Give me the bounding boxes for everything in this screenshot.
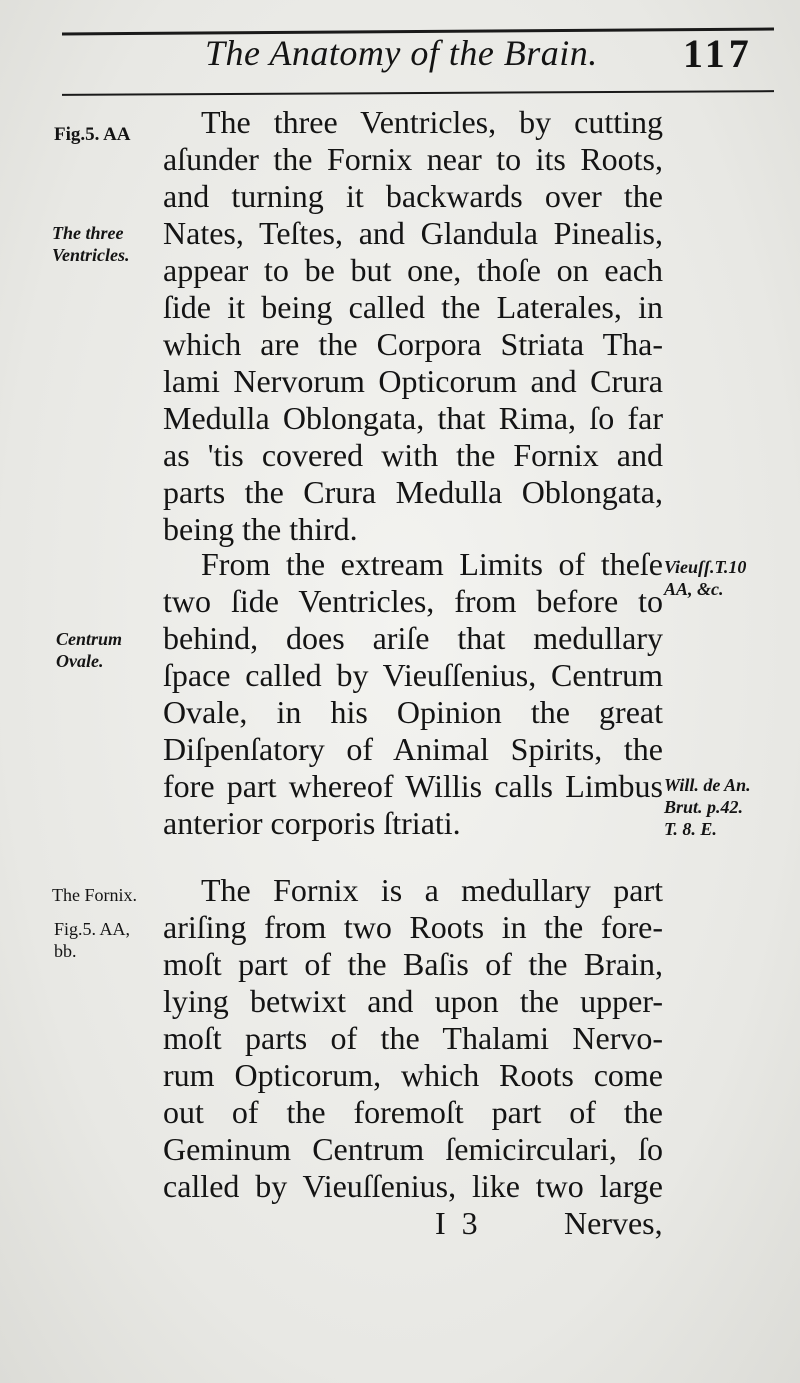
text-line: Ovale, in his Opinion the great [163, 694, 663, 730]
margin-note-line: Vieuſſ.T.10 [664, 557, 747, 577]
margin-note-line: The three [52, 223, 124, 243]
text-line: as 'tis covered with the Fornix and [163, 437, 663, 473]
text-line: two ſide Ventricles, from before to [163, 583, 663, 619]
text-line: aſunder the Fornix near to its Roots, [163, 141, 663, 177]
margin-note-three-ventricles [52, 222, 156, 266]
text-line: moſt part of the Baſis of the Brain, [163, 946, 663, 982]
text-line: The three Ventricles, by cutting [201, 104, 663, 140]
margin-note-line: Will. de An. [664, 775, 751, 795]
margin-note-fig5: Fig.5. AA [54, 124, 131, 145]
text-line: Diſpenſatory of Animal Spirits, the [163, 731, 663, 767]
text-line: appear to be but one, thoſe on each [163, 252, 663, 288]
header-rule-bottom [62, 90, 774, 96]
text-line: anterior corporis ſtriati. [163, 805, 461, 841]
text-line: rum Opticorum, which Roots come [163, 1057, 663, 1093]
text-line: fore part whereof Willis calls Limbus [163, 768, 663, 804]
text-line: lami Nervorum Opticorum and Crura [163, 363, 663, 399]
margin-note-line: Centrum [56, 629, 123, 649]
text-line: Geminum Centrum ſemicirculari, ſo [163, 1131, 663, 1167]
text-line: called by Vieuſſenius, like two large [163, 1168, 663, 1204]
margin-note-line: Ovale. [56, 651, 104, 671]
running-head: The Anatomy of the Brain. [205, 33, 598, 73]
text-line: parts the Crura Medulla Oblongata, [163, 474, 663, 510]
margin-note-line: bb. [54, 941, 77, 961]
text-line: out of the foremoſt part of the [163, 1094, 663, 1130]
text-line: and turning it backwards over the [163, 178, 663, 214]
text-line: lying betwixt and upon the upper- [163, 983, 663, 1019]
text-line: being the third. [163, 511, 358, 547]
text-line: Nates, Teſtes, and Glandula Pinealis, [163, 215, 663, 251]
text-line: Medulla Oblongata, that Rima, ſo far [163, 400, 663, 436]
text-line: moſt parts of the Thalami Nervo- [163, 1020, 663, 1056]
margin-note-vieussenius-ref [664, 556, 746, 600]
margin-note-centrum-ovale [56, 628, 122, 672]
text-line: ſpace called by Vieuſſenius, Centrum [163, 657, 663, 693]
margin-note-willis-ref [664, 774, 751, 840]
catchword: Nerves, [564, 1205, 663, 1241]
paragraph-centrum-ovale [163, 546, 663, 842]
margin-note-fig5-bb [54, 918, 130, 962]
paragraph-ventricles [163, 104, 663, 548]
page-number: 117 [683, 31, 753, 76]
text-line: which are the Corpora Striata Tha- [163, 326, 663, 362]
margin-note-line: T. 8. E. [664, 819, 717, 839]
paragraph-fornix [163, 872, 663, 1205]
text-line: ariſing from two Roots in the fore- [163, 909, 663, 945]
text-line: From the extream Limits of theſe [201, 546, 663, 582]
margin-note-line: Brut. p.42. [664, 797, 744, 817]
margin-note-line: AA, &c. [664, 579, 724, 599]
text-line: The Fornix is a medullary part [201, 872, 663, 908]
signature-mark: I 3 [435, 1205, 482, 1241]
margin-note-line: Ventricles. [52, 245, 130, 265]
margin-note-the-fornix: The Fornix. [52, 885, 137, 905]
text-line: behind, does ariſe that medullary [163, 620, 663, 656]
text-line: ſide it being called the Laterales, in [163, 289, 663, 325]
margin-note-line: Fig.5. AA, [54, 919, 131, 939]
